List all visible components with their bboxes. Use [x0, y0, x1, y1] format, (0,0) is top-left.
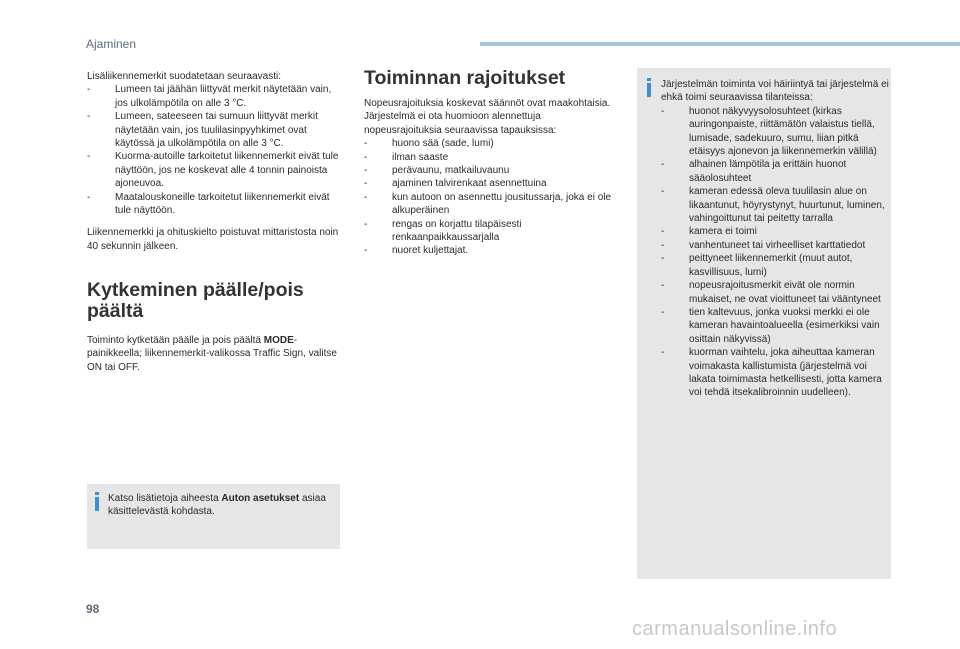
- list-item: - peittyneet liikennemerkit (muut autot, kasvillisuus, lumi): [661, 252, 889, 279]
- section-title: Ajaminen: [86, 37, 137, 51]
- disturbance-column: [661, 78, 889, 400]
- list-item: - perävaunu, matkailuvaunu: [364, 164, 614, 177]
- list-item: - Kuorma-autoille tarkoitetut liikennemerkit eivät tule näyttöön, jos ne koskevat alle 4 tonnin painoista ajoneuvoa.: [87, 150, 339, 190]
- limits-intro-2: Järjestelmä ei ota huomioon alennettuja nopeusrajoituksia seuraavissa tapauksissa:: [364, 111, 557, 136]
- switch-text: Toiminto kytketään päälle ja pois päältä MODE-painikkeella; liikennemerkit-valikossa Traffic Sign, valitse ON tai OFF.: [87, 335, 337, 373]
- list-item: - kamera ei toimi: [661, 225, 889, 238]
- list-item: - Lumeen tai jäähän liittyvät merkit näytetään vain, jos ulkolämpötila on alle 3 °C.: [87, 83, 339, 110]
- info-box-text: Katso lisätietoja aiheesta Auton asetukset asiaa käsittelevästä kohdasta.: [108, 493, 326, 518]
- disturbance-list: [661, 105, 889, 400]
- list-item: - Lumeen, sateeseen tai sumuun liittyvät merkit näytetään vain, jos tuulilasinpyyhkimet ovat käytössä ja ulkolämpötila on alle 3 °C.: [87, 110, 339, 150]
- list-item: - rengas on korjattu tilapäisesti renkaanpaikkaussarjalla: [364, 218, 614, 245]
- limits-intro-1: Nopeusrajoituksia koskevat säännöt ovat maakohtaisia.: [364, 98, 611, 109]
- list-item: - Maatalouskoneille tarkoitetut liikennemerkit eivät tule näyttöön.: [87, 191, 339, 218]
- filter-intro: Lisäliikennemerkit suodatetaan seuraavasti:: [87, 71, 281, 82]
- limits-column: [364, 97, 614, 258]
- filter-list: [87, 83, 339, 217]
- list-item: - huonot näkyvyysolosuhteet (kirkas auringonpaiste, riittämätön valaistus tiellä, lumisade, sadekuuro, sumu, liian pitkä etäisyys ajonevon ja liikennemerkin välillä): [661, 105, 889, 159]
- list-item: - nuoret kuljettajat.: [364, 244, 614, 257]
- list-item: - kameran edessä oleva tuulilasin alue on likaantunut, höyrystynyt, huurtunut, luminen, vahingoittunut tai peitetty tarralla: [661, 185, 889, 225]
- info-icon: [95, 492, 99, 511]
- filter-column: [87, 70, 339, 253]
- info-icon: [647, 78, 651, 97]
- list-item: - kuorman vaihtelu, joka aiheuttaa kameran voimakasta kallistumista (järjestelmä voi lakata toimimasta hetkellisesti, jotta kamera voi tehdä itsekalibroinnin uudelleen).: [661, 346, 889, 400]
- limits-list: [364, 137, 614, 258]
- list-item: - ajaminen talvirenkaat asennettuina: [364, 177, 614, 190]
- settings-link-text: Auton asetukset: [221, 493, 300, 504]
- list-item: - vanhentuneet tai virheelliset karttatiedot: [661, 239, 889, 252]
- page-number: 98: [86, 602, 100, 616]
- switch-heading: Kytkeminen päälle/pois päältä: [87, 279, 304, 322]
- header-bar: [480, 42, 960, 46]
- list-item: - alhainen lämpötila ja erittäin huonot sääolosuhteet: [661, 158, 889, 185]
- mode-button-label: MODE: [263, 335, 294, 346]
- list-item: - kun autoon on asennettu jousitussarja, joka ei ole alkuperäinen: [364, 191, 614, 218]
- list-item: - huono sää (sade, lumi): [364, 137, 614, 150]
- disturbance-intro: Järjestelmän toiminta voi häiriintyä tai järjestelmä ei ehkä toimi seuraavissa tilanteissa:: [661, 79, 889, 104]
- limits-heading: Toiminnan rajoitukset: [364, 67, 566, 89]
- overtaking-note: Liikennemerkki ja ohituskielto poistuvat mittaristosta noin 40 sekunnin jälkeen.: [87, 227, 339, 252]
- watermark: carmanualsonline.info: [632, 618, 838, 640]
- list-item: - tien kaltevuus, jonka vuoksi merkki ei ole kameran havaintoalueella (esimerkiksi vain osittain näkyvissä): [661, 306, 889, 346]
- list-item: - nopeusrajoitusmerkit eivät ole normin mukaiset, ne ovat vioittuneet tai vääntyneet: [661, 279, 889, 306]
- list-item: - ilman saaste: [364, 151, 614, 164]
